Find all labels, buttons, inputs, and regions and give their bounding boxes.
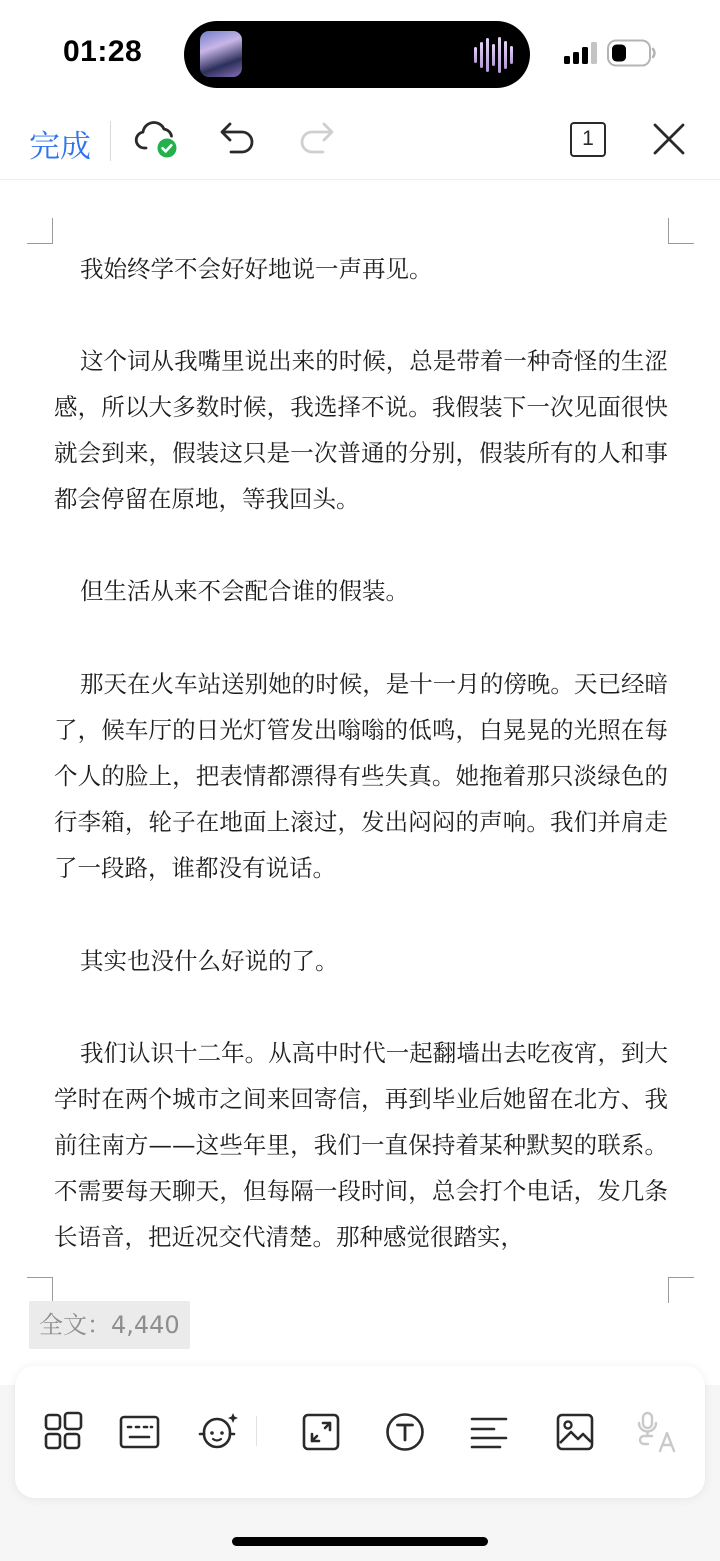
insert-image-button[interactable] [553, 1410, 597, 1454]
status-bar [0, 0, 720, 105]
margin-mark [668, 1277, 694, 1303]
now-playing-artwork[interactable] [200, 31, 242, 77]
voice-to-text-icon [635, 1410, 679, 1454]
page-count-button[interactable]: 1 [570, 122, 606, 157]
redo-icon[interactable] [298, 120, 336, 158]
expand-icon [299, 1410, 343, 1454]
battery-icon [607, 39, 657, 67]
margin-mark [27, 1277, 53, 1303]
toolbar-divider [110, 121, 111, 161]
word-count-badge: 全文：4,440 [29, 1301, 190, 1349]
margin-mark [668, 218, 694, 244]
margin-mark [27, 218, 53, 244]
apps-grid-icon [41, 1410, 85, 1454]
paragraph[interactable]: 这个词从我嘴里说出来的时候，总是带着一种奇怪的生涩感，所以大多数时候，我选择不说。我假装下一次见面很快就会到来，假装这只是一次普通的分别，假装所有的人和事都会停留在原地，等我回头。 [54, 347, 668, 513]
ai-assistant-button[interactable] [195, 1410, 239, 1454]
paragraph[interactable]: 我始终学不会好好地说一声再见。 [80, 255, 433, 283]
paragraph[interactable]: 那天在火车站送别她的时候，是十一月的傍晚。天已经暗了，候车厅的日光灯管发出嗡嗡的低鸣，白晃晃的光照在每个人的脸上，把表情都漂得有些失真。她拖着那只淡绿色的行李箱，轮子在地面上滚过，发出闷闷的声响。我们并肩走了一段路，谁都没有说话。 [54, 670, 668, 882]
apps-grid-button[interactable] [41, 1410, 85, 1454]
keyboard-button[interactable] [117, 1410, 161, 1454]
paragraph[interactable]: 我们认识十二年。从高中时代一起翻墙出去吃夜宵，到大学时在两个城市之间来回寄信，再到毕业后她留在北方、我前往南方——这些年里，我们一直保持着某种默契的联系。不需要每天聊天，但每隔一段时间，总会打个电话，发几条长语音，把近况交代清楚。那种感觉很踏实， [54, 1039, 668, 1251]
home-indicator[interactable] [232, 1537, 488, 1546]
editor-toolbar [0, 105, 720, 180]
ai-assistant-icon [195, 1410, 241, 1454]
paragraph[interactable]: 但生活从来不会配合谁的假装。 [80, 577, 409, 605]
audio-waveform-icon [474, 35, 514, 75]
paragraph[interactable]: 其实也没什么好说的了。 [80, 947, 339, 975]
cellular-signal-icon [563, 42, 599, 64]
keyboard-icon [117, 1410, 161, 1454]
dynamic-island[interactable] [184, 21, 530, 88]
done-button[interactable]: 完成 [29, 121, 91, 166]
close-icon[interactable] [652, 122, 686, 156]
panel-divider [256, 1416, 257, 1446]
document-page[interactable] [0, 181, 720, 1366]
paragraph-align-icon [467, 1410, 511, 1454]
paragraph-align-button[interactable] [467, 1410, 511, 1454]
expand-button[interactable] [299, 1410, 343, 1454]
bottom-tool-panel [15, 1366, 705, 1498]
text-format-icon [383, 1410, 427, 1454]
undo-icon[interactable] [218, 120, 256, 158]
cloud-saved-icon[interactable] [134, 118, 180, 160]
insert-image-icon [553, 1410, 597, 1454]
text-format-button[interactable] [383, 1410, 427, 1454]
voice-to-text-button[interactable] [635, 1410, 679, 1454]
status-time: 01:28 [63, 35, 143, 68]
